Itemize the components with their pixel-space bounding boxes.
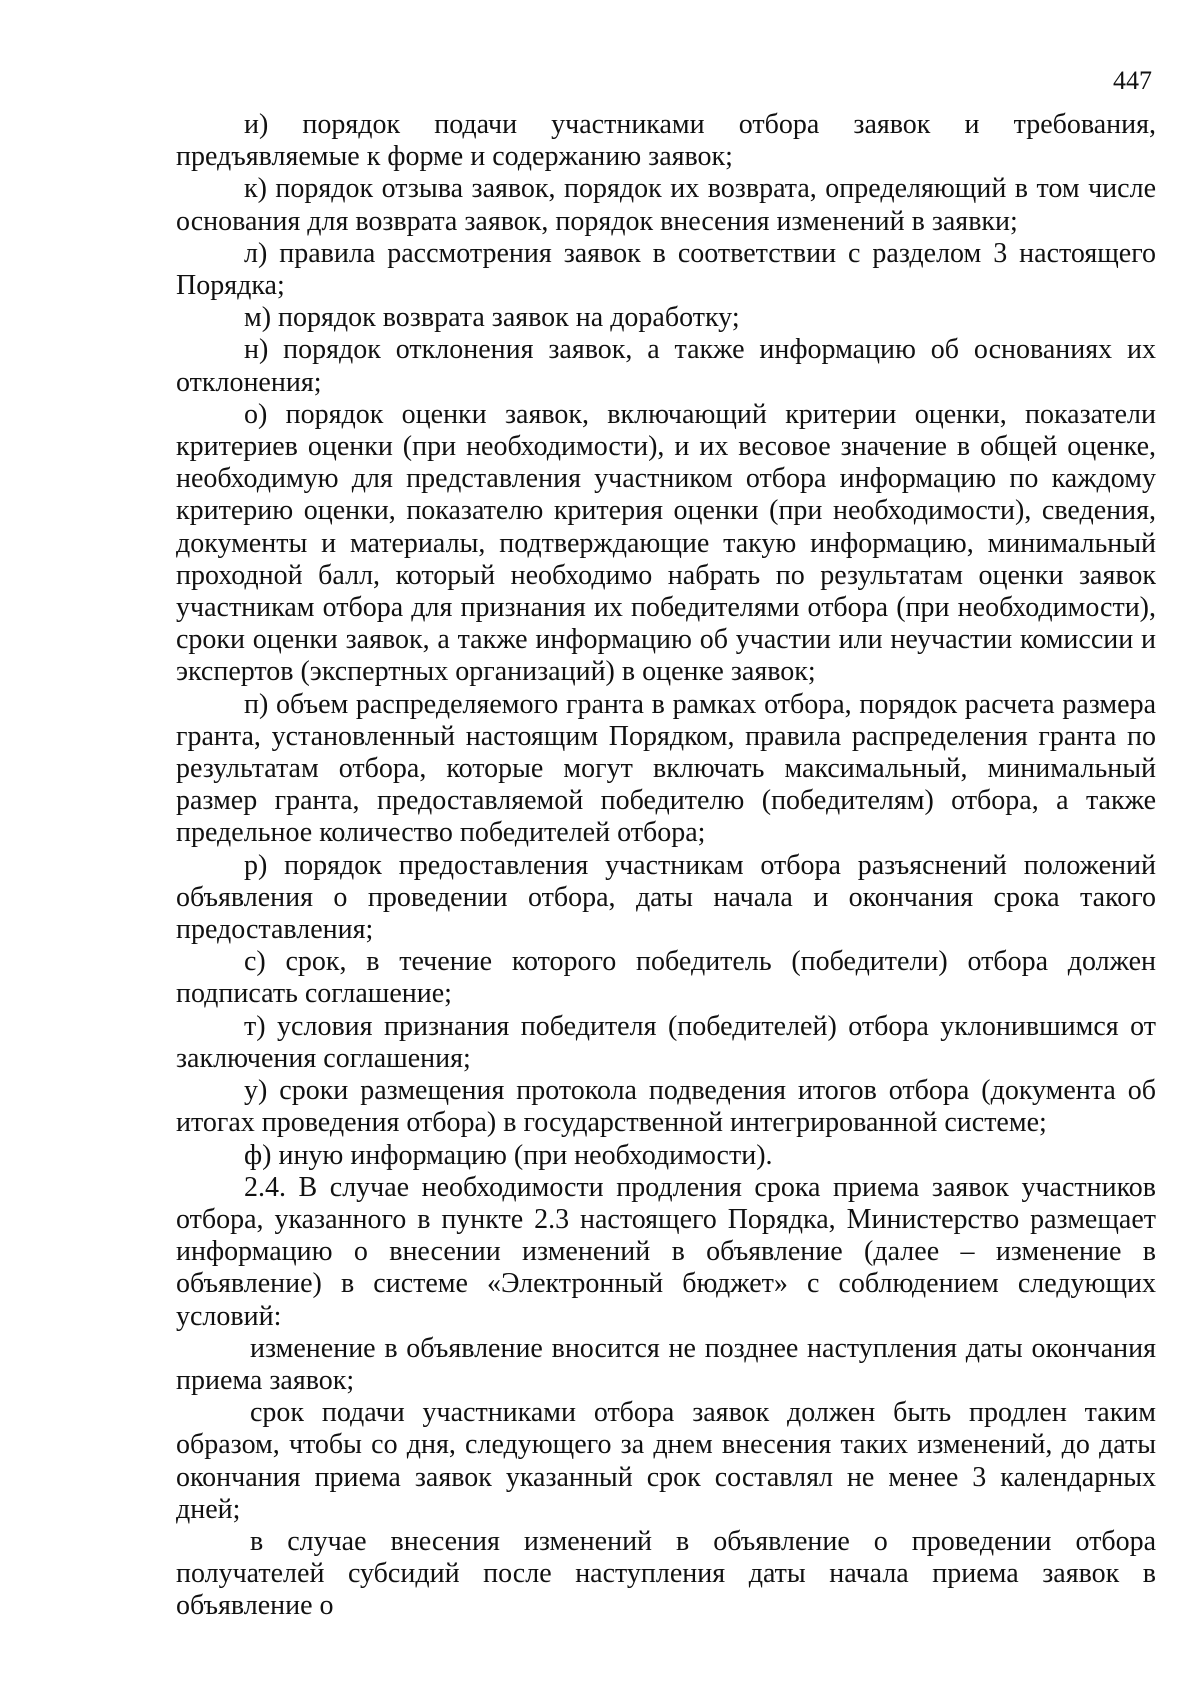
paragraph-item-r: р) порядок предоставления участникам отбора разъяснений положений объявления о проведении отбора, даты начала и окончания срока такого предоставления; xyxy=(176,849,1156,946)
paragraph-item-i: и) порядок подачи участниками отбора заявок и требования, предъявляемые к форме и содержанию заявок; xyxy=(176,109,1156,173)
paragraph-item-s: с) срок, в течение которого победитель (победители) отбора должен подписать соглашение; xyxy=(176,946,1156,1010)
paragraph-item-k: к) порядок отзыва заявок, порядок их возврата, определяющий в том числе основания для возврата заявок, порядок внесения изменений в заявки; xyxy=(176,173,1156,237)
paragraph-condition-3: в случае внесения изменений в объявление о проведении отбора получателей субсидий после наступления даты начала приема заявок в объявление о xyxy=(176,1525,1156,1622)
paragraph-section-2-4: 2.4. В случае необходимости продления срока приема заявок участников отбора, указанного в пункте 2.3 настоящего Порядка, Министерство размещает информацию о внесении изменений в объявление (далее – изменение в объявление) в системе «Электронный бюджет» с соблюдением следующих условий: xyxy=(176,1171,1156,1332)
document-body xyxy=(176,109,1156,1623)
paragraph-item-f: ф) иную информацию (при необходимости). xyxy=(244,1139,773,1171)
paragraph-item-l: л) правила рассмотрения заявок в соответствии с разделом 3 настоящего Порядка; xyxy=(176,237,1156,302)
paragraph-item-n: н) порядок отклонения заявок, а также информацию об основаниях их отклонения; xyxy=(176,334,1156,398)
paragraph-item-o: о) порядок оценки заявок, включающий критерии оценки, показатели критериев оценки (при необходимости), и их весовое значение в общей оценке, необходимую для представления участником отбора информацию по каждому критерию оценки, показателю критерия оценки (при необходимости), сведения, документы и материалы, подтверждающие такую информацию, минимальный проходной балл, который необходимо набрать по результатам оценки заявок участникам отбора для признания их победителями отбора (при необходимости), сроки оценки заявок, а также информацию об участии или неучастии комиссии и экспертов (экспертных организаций) в оценке заявок; xyxy=(176,398,1156,688)
paragraph-item-p: п) объем распределяемого гранта в рамках отбора, порядок расчета размера гранта, установленный настоящим Порядком, правила распределения гранта по результатам отбора, которые могут включать максимальный, минимальный размер гранта, предоставляемой победителю (победителям) отбора, а также предельное количество победителей отбора; xyxy=(176,688,1156,849)
paragraph-item-t: т) условия признания победителя (победителей) отбора уклонившимся от заключения соглашения; xyxy=(176,1010,1156,1074)
paragraph-item-m: м) порядок возврата заявок на доработку; xyxy=(244,302,740,334)
page-number: 447 xyxy=(1113,66,1152,95)
paragraph-condition-1: изменение в объявление вносится не позднее наступления даты окончания приема заявок; xyxy=(176,1332,1156,1396)
paragraph-item-u: у) сроки размещения протокола подведения итогов отбора (документа об итогах проведения отбора) в государственной интегрированной системе; xyxy=(176,1075,1156,1139)
paragraph-condition-2: срок подачи участниками отбора заявок должен быть продлен таким образом, чтобы со дня, следующего за днем внесения таких изменений, до даты окончания приема заявок указанный срок составлял не менее 3 календарных дней; xyxy=(176,1397,1156,1525)
